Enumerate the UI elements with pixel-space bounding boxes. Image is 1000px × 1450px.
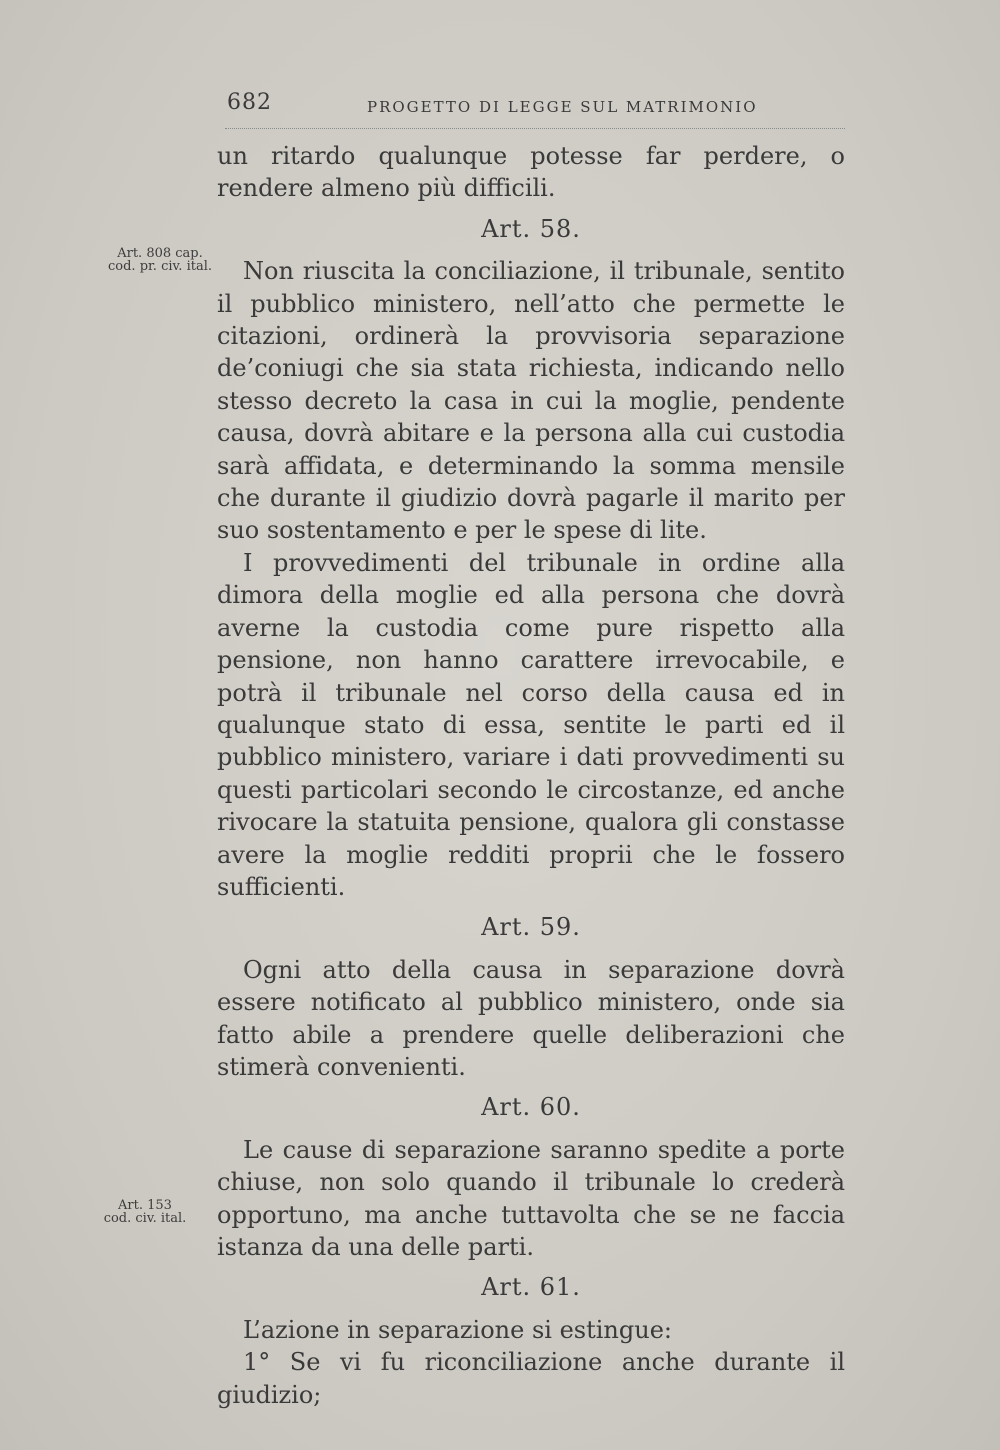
article-heading-58: Art. 58. bbox=[481, 214, 581, 243]
article-heading-61: Art. 61. bbox=[481, 1273, 581, 1302]
paragraph: Le cause di separazione saranno spedite a porte chiuse, non solo quando il tribunale lo crederà opportuno, ma anche tuttavolta che se ne faccia istanza da una delle parti. bbox=[217, 1135, 845, 1261]
paragraph: L’azione in separazione si estingue: bbox=[243, 1315, 672, 1344]
margin-note-art-61 bbox=[85, 1199, 205, 1225]
paragraph: Non riuscita la conciliazione, il tribunale, sentito il pubblico ministero, nell’atto che permette le citazioni, ordinerà la provvisoria separazione de’coniugi che sia stata richiesta, indicando nello stesso decreto la casa in cui la moglie, pendente causa, dovrà abitare e la persona alla cui custodia sarà affidata, e determinando la somma mensile che durante il giudizio dovrà pagarle il marito per suo sostentamento e per le spese di lite. bbox=[217, 257, 845, 545]
page-number: 682 bbox=[227, 90, 272, 115]
article-heading-59: Art. 59. bbox=[481, 913, 581, 942]
paragraph-intro: un ritardo qualunque potesse far perdere, o rendere almeno più difficili. bbox=[217, 142, 845, 203]
margin-note-art-58 bbox=[100, 247, 220, 273]
running-head: PROGETTO DI LEGGE SUL MATRIMONIO bbox=[367, 98, 758, 116]
article-heading-60: Art. 60. bbox=[481, 1093, 581, 1122]
margin-note-line: Art. 808 cap. bbox=[117, 246, 203, 261]
page-body bbox=[217, 140, 845, 1411]
paragraph: 1° Se vi fu riconciliazione anche durante il giudizio; bbox=[217, 1348, 845, 1409]
paragraph: I provvedimenti del tribunale in ordine alla dimora della moglie ed alla persona che dovrà averne la custodia come pure rispetto alla pensione, non hanno carattere irrevocabile, e potrà il tribunale nel corso della causa ed in qualunque stato di essa, sentite le parti ed il pubblico ministero, variare i dati provvedimenti su questi particolari secondo le circostanze, ed anche rivocare la statuita pensione, qualora gli constasse avere la moglie redditi proprii che le fossero sufficienti. bbox=[217, 548, 845, 901]
margin-note-line: cod. pr. civ. ital. bbox=[108, 259, 212, 274]
margin-note-line: Art. 153 bbox=[118, 1198, 172, 1213]
page-header bbox=[225, 88, 845, 129]
margin-note-line: cod. civ. ital. bbox=[103, 1211, 187, 1226]
paragraph: Ogni atto della causa in separazione dovrà essere notificato al pubblico ministero, onde sia fatto abile a prendere quelle deliberazioni che stimerà convenienti. bbox=[217, 955, 845, 1081]
